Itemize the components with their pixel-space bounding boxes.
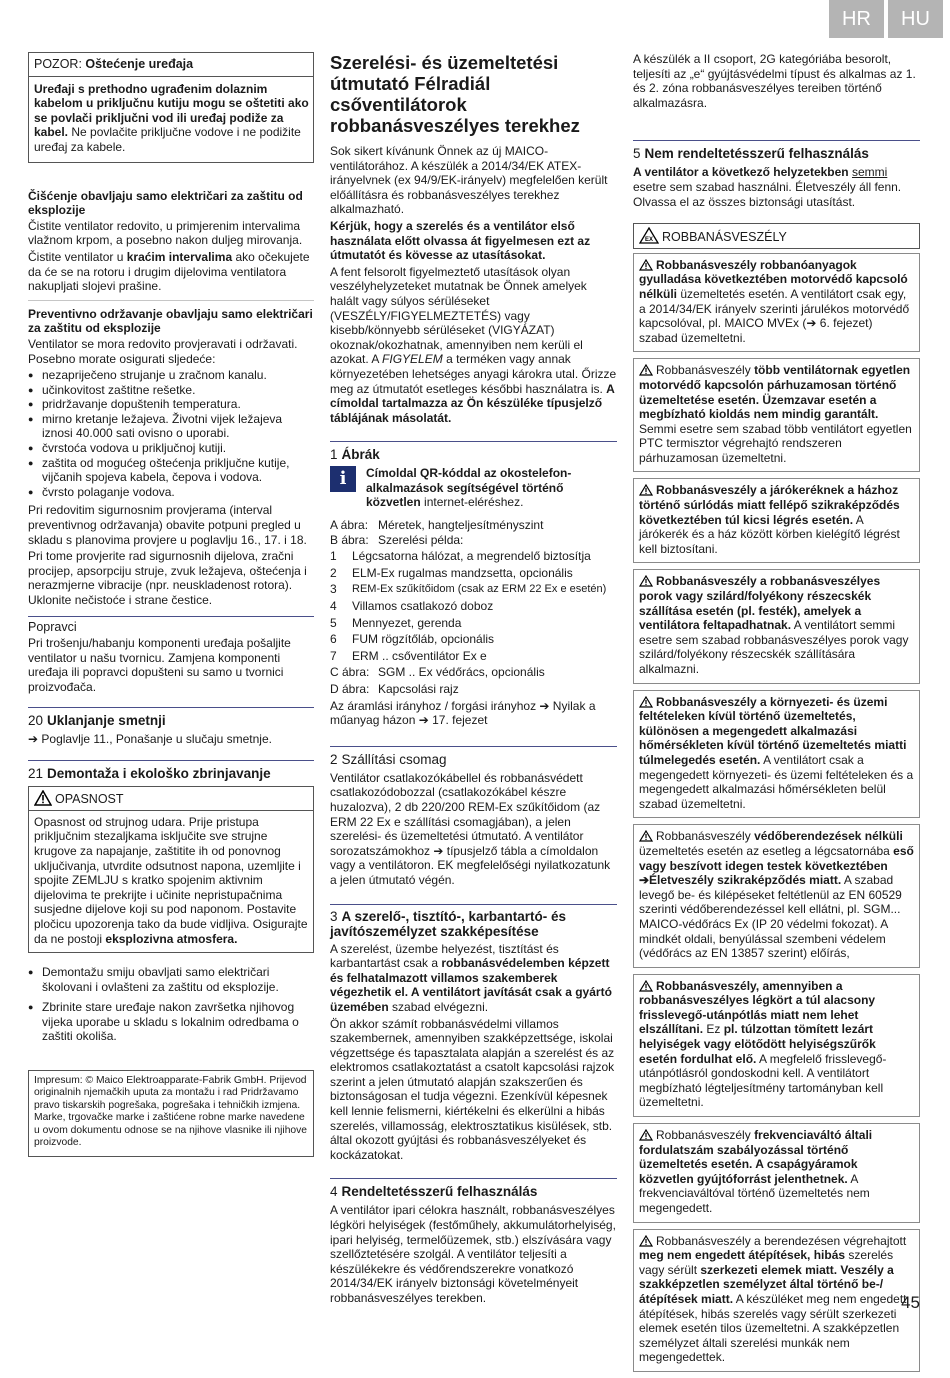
disposal-list — [28, 965, 314, 1044]
section-3-text-1: A szerelést, üzembe helyezést, tisztítást és karbantartást csak a robbanásvédelemben képzett és felhatalmazott villamos szakemberek végezhetik el. A ventilátort javítását csak a gyártó üzemében szabad elvégezni. — [330, 941, 612, 1014]
repairs-text: Pri trošenju/habanju komponenti uređaja pošaljite ventilator u našu tvornicu. Zamjena komponenti uređaja ili popravci dopušteni su samo u tvornici proizvođača. — [28, 636, 291, 694]
intro-text-2: Kérjük, hogy a szerelés és a ventilátor első használata előtt olvassa át figyelmesen ezt az útmutatót és kövesse az utasításokat. — [330, 218, 591, 263]
document-title: Szerelési- és üzemeltetési útmutató Félradiál csőventilátorok robbanásveszélyes terekhez — [330, 52, 580, 136]
warning-triangle-icon — [639, 696, 653, 708]
caution-text: Uređaji s prethodno ugrađenim dolaznim kabelom u priključnu kutiju mogu se oštetiti ako se povlači priključni vod ili uređaj podiže za kabel. Ne povlačite priključne vodove i ne podižite uređaj za kabele. — [34, 81, 309, 154]
legend-row: 4 Villamos csatlakozó doboz — [330, 599, 494, 614]
danger-box — [28, 786, 314, 953]
warning-text: Robbanásveszély a berendezésen végrehajtott meg nem engedett átépítések, hibás szerelés vagy sérült szerkezeti elemek miatt. Veszély a szakképzetlen személyzet által történő be-/átépítések miatt. A készüléket meg nem engedett átépítések, hibás szerelés vagy sérült szerkezeti elemek esetén tilos üzemeltetni. A szakképzetlen személyzet általi szerelési munkák nem megengedettek. — [639, 1233, 907, 1365]
warning-text: Robbanásveszély több ventilátornak egyetlen motorvédő kapcsolón párhuzamosan történő üzemeltetése esetén. Üzemzavar esetén a megbízható kioldás nem mindig garantált. Semmi esetre sem szabad több ventilátort egyetlen PTC termisztor végrehajtó rendszeren párhuzamosan üzemeltetni. — [639, 363, 912, 465]
section-1-heading: 1 Ábrák — [330, 447, 380, 463]
intro-text-1: Sok sikert kívánunk Önnek az új MAICO-ventilátorához. A készülék a 2014/34/EK ATEX-irányelvnek (ex 94/9/EK-irányelv) megfelelően került előállításra és robbanásveszélyes terekhez alkalmazható. — [330, 144, 608, 217]
explosion-heading: EX ROBBANÁSVESZÉLY — [634, 224, 919, 249]
section-20-heading: 20 Uklanjanje smetnji — [28, 712, 166, 728]
imprint-box — [28, 1070, 314, 1156]
list-item: ● Demontažu smiju obavljati samo električari školovani i ovlašteni za zaštitu od eksplozije. — [28, 965, 314, 994]
imprint-text: Impresum: © Maico Elektroapparate-Fabrik GmbH. Prijevod originalnih njemačkih uputa za montažu i rad Pridržavamo pravo tiskarskih pogrešaka, pogrešaka i tehničkih izmjena. Marke, trgovačke marke i zaštićene robne marke navedene u ovom dokumentu odnose se na njihove vlasnike ili njihove proizvode. — [34, 1075, 308, 1149]
repairs-heading: Popravci — [28, 619, 77, 634]
column-hu-2 — [633, 52, 920, 1378]
list-item: ● čvrstoća vodova u priključnoj kutiji. — [28, 441, 314, 456]
maintenance-list — [28, 368, 314, 499]
page-number: 45 — [901, 1293, 920, 1312]
info-note — [330, 466, 617, 512]
legend-row: 6 FUM rögzítőláb, opcionális — [330, 632, 495, 647]
column-hr — [28, 52, 314, 1157]
list-item: ● pridržavanje dopuštenih temperatura. — [28, 397, 314, 412]
list-item: ● čvrsto polaganje vodova. — [28, 485, 314, 500]
tab-hu: HU — [888, 0, 943, 38]
warning-triangle-icon — [639, 364, 653, 376]
danger-heading: OPASNOST — [29, 787, 313, 811]
warning-text: Robbanásveszély a robbanásveszélyes porok vagy szilárd/folyékony részecskék szállítása esetén (pl. festék), amelyek a ventilátora feltapadhatnak. A ventilátort semmi esetre sem szabad robbanásveszélyes porok vagy szilárd/folyékony részecskék szállítására alkalmazni. — [639, 574, 909, 676]
warning-text: Robbanásveszély robbanóanyagok gyulladása következtében motorvédő kapcsoló nélküli üzemeltetés esetén. A ventilátort csak egy, a 2014/34/EK irányelv szerinti járulékos motorvédő kapcsolóval, pl. MAICO MVEx (➔ 6. fejezet) szabad üzemeltetni. — [639, 257, 910, 345]
warning-text: Robbanásveszély a járókeréknek a házhoz történő súrlódás miatt fellépő szikraképződés következtében túl kicsi légrés esetén. A járókerék és a ház között körben kielégítő légrést kell biztosítani. — [639, 483, 900, 556]
section-5-text: A ventilátor a következő helyzetekben semmi esetre sem szabad használni. Életveszély áll fenn. Olvassa el az összes biztonsági utasítást. — [633, 165, 902, 209]
legend-row: 3 REM-Ex szűkítőidom (csak az ERM 22 Ex e esetén) — [330, 582, 607, 597]
section-2-heading: 2 Szállítási csomag — [330, 751, 447, 767]
caution-heading: POZOR: Oštećenje uređaja — [29, 57, 313, 77]
flow-direction-text: Az áramlási irányhoz / forgási irányhoz ➔ Nyilak a műanyag házon ➔ 17. fejezet — [330, 698, 596, 728]
legend-row: 5 Mennyezet, gerenda — [330, 615, 462, 630]
figure-row: C ábra: SGM .. Ex védőrács, opcionális — [330, 665, 545, 680]
section-21-heading: 21 Demontaža i ekološko zbrinjavanje — [28, 766, 271, 782]
cleaning-text-2: Čistite ventilator u kraćim intervalima ako očekujete da će se na rotoru i drugim dijelovima ventilatora nakupljati slojevi prašine. — [28, 249, 310, 294]
warning-triangle-icon — [639, 484, 653, 496]
list-item: ● zaštita od mogućeg oštećenja priključne kutije, vijčanih spojeva kabela, čepova i vodova. — [28, 456, 314, 485]
warning-parallel-operation — [633, 358, 920, 472]
list-item: ● učinkovitost zaštitne rešetke. — [28, 383, 314, 398]
maintenance-text-3: Pri tome provjerite rad sigurnosnih dijelova, zračni procijep, apsorpciju struje, zvuk ležajeva, oštećenja i nerazmjerne vibracije (npr. neuskladenost rotora). Uklonite nečistoće i strane čestice. — [28, 549, 307, 607]
section-4-heading: 4 Rendeltetésszerű felhasználás — [330, 1184, 538, 1200]
legend-row: 7 ERM .. csőventilátor Ex e — [330, 648, 487, 663]
classification-text: A készülék a II csoport, 2G kategóriába besorolt, teljesíti az „e“ gyújtásvédelmi típust és alkalmas az 1. és 2. zóna robbanásveszélyes tereiben történő alkalmazásra. — [633, 52, 916, 110]
warning-frequency-converter — [633, 1123, 920, 1223]
warning-motor-protection — [633, 253, 920, 353]
section-3-text-2: Ön akkor számít robbanásvédelmi villamos szakembernek, amennyiben szakképzettsége, iskolai végzettsége és tapasztalata alapján a szerelést és az elektromos csatlakoztatást a csatolt kapcsolási rajzok szerint a jelen útmutató alapján szakszerűen és biztonságosan el tudja végezni. Ezenkívül képesnek kell lennie felismerni, kiértékelni és elkerülni a hibás szerelés, villamosság, elektrosztatikus kisülések, stb. által okozott gyújtási és robbanásveszélyeket és kockázatokat. — [330, 1016, 615, 1162]
svg-text:EX: EX — [644, 237, 654, 244]
warning-fresh-air — [633, 974, 920, 1117]
warning-triangle-icon — [639, 575, 653, 587]
warning-air-gap — [633, 478, 920, 563]
warning-modifications — [633, 1229, 920, 1372]
caution-box — [28, 52, 314, 163]
section-3-heading: 3 A szerelő-, tisztító-, karbantartó- és javítószemélyzet szakképesítése — [330, 908, 567, 939]
list-item: ● nezapriječeno strujanje u zračnom kanalu. — [28, 368, 314, 383]
warning-triangle-icon — [639, 980, 653, 992]
figure-row: A ábra: Méretek, hangteljesítményszint — [330, 518, 544, 533]
maintenance-text-1: Ventilator se mora redovito provjeravati i održavati. Posebno morate osigurati sljedeće: — [28, 336, 298, 366]
warning-triangle-icon — [639, 1129, 653, 1141]
section-4-text: A ventilátor ipari célokra használt, robbanásveszélyes légköri helyiségek (festőműhely, akkumulátorhelyiség, ipari helyiség, termelőüzemek, stb.) elszívására vagy szellőztetésére szolgál. A ventilátor teljesíti a készülékekre és védőrendszerekre vonatkozó 2014/34/EK irányelv biztonsági követelményeit robbanásveszélyes terekben. — [330, 1203, 616, 1305]
ex-warning-icon — [639, 227, 659, 244]
warning-text: Robbanásveszély a környezeti- és üzemi feltételeken kívül történő üzemeltetés, különösen a megengedett alkalmazási hőmérsékleten kívül történő üzemeltetés miatti túlmelegedés esetén. A ventilátort csak a megengedett környezeti- és üzemi feltételeken és a megengedett alkalmazási hőmérsékleten belül szabad üzemeltetni. — [639, 694, 914, 811]
warning-overheating — [633, 690, 920, 819]
warning-text: Robbanásveszély frekvenciaváltó általi fordulatszám szabályozással történő üzemeltetés esetén. A csapágyáramok közvetlen gyújtóforrást jelenthetnek. A frekvenciaváltóval történő üzemeltetés nem megengedett. — [639, 1128, 873, 1215]
list-item: ● mirno kretanje ležajeva. Životni vijek ležajeva iznosi 40.000 sati ovisno o uporabi. — [28, 412, 314, 441]
tab-hr: HR — [829, 0, 884, 38]
info-text: Címoldal QR-kóddal az okostelefon-alkalmazások segítségével történő közvetlen internet-eléréshez. — [366, 466, 572, 510]
warning-dust-particles — [633, 569, 920, 683]
warning-triangle-icon — [639, 259, 653, 271]
warning-text: Robbanásveszély védőberendezések nélküli üzemeltetés esetén az esetleg a légcsatornába eső vagy beszívott idegen testek következtében ➔Életveszély szikraképződés miatt. A szabad levegő be- és kilépéseket feltétlenül az EN 60529 szerinti védőberendezéssel kell ellátni, pl. SGM... MAICO-védőrács Ex (IP 20 védelmi fokozat). A mindkét oldali, benyúlással szembeni védelem (védőrács az EN 13857 szerint) előírás, — [639, 829, 914, 961]
figure-row: D ábra: Kapcsolási rajz — [330, 682, 459, 696]
intro-text-3: A fent felsorolt figyelmeztető utasítások olyan veszélyhelyzeteket mutatnak be Önnek amelyek halált vagy súlyos sérüléseket (VESZÉLY/FIGYELMEZTETÉS) vagy kisebb/könnyebb sérüléseket (VIGYÁZAT) okoznak/okozhatnak, amennyiben nem kerüli el azokat. A FIGYELEM a terméken vagy annak környezetében lehetséges anyagi károkra utal. Őrizze meg az útmutatót esetleges későbbi használatra is. A címoldal tartalmazza az Ön készüléke típusjelző táblájának másolatát. — [330, 264, 617, 425]
legend-row: 1 Légcsatorna hálózat, a megrendelő biztosítja — [330, 549, 591, 564]
section-5-heading: 5 Nem rendeltetésszerű felhasználás — [633, 146, 869, 162]
warning-triangle-icon — [639, 1235, 653, 1247]
maintenance-text-2: Pri redovitim sigurnosnim provjerama (interval preventivnog održavanja) obavite potpuni pregled u skladu s planovima provjere u poglavlju 16., 17. i 18. — [28, 503, 307, 547]
cleaning-heading: Čišćenje obavljaju samo električari za zaštitu od eksplozije — [28, 188, 303, 218]
info-icon: i — [330, 466, 356, 492]
list-item: ● Zbrinite stare uređaje nakon završetka njihovog vijeka uporabe u skladu s lokalnim odredbama o zaštiti okoliša. — [28, 1000, 314, 1044]
section-20-text: ➔ Poglavlje 11., Ponašanje u slučaju smetnje. — [28, 731, 272, 746]
maintenance-heading: Preventivno održavanje obavljaju samo električari za zaštitu od eksplozije — [28, 306, 313, 336]
danger-text: Opasnost od strujnog udara. Prije pristupa priključnim stezaljkama isključite sve strujne krugove za napajanje, zaštitite ih od ponovnog uključivanja, utvrdite odsutnost napona, uzemljite i spojite ZEMLJU s kratko spojenim aktivnim dijelovima te prekrijte i učinite nepristupačnima susjedne dijelove koji su pod naponom. Postavite pločicu upozorenja tako da bude vidljiva. Osigurajte da ne postoji eksplozivna atmosfera. — [34, 814, 308, 946]
cleaning-text-1: Čistite ventilator redovito, u primjerenim intervalima vlažnom krpom, a posebno nakon duljeg mirovanja. — [28, 218, 303, 248]
legend-row: 2 ELM-Ex rugalmas mandzsetta, opcionális — [330, 565, 573, 580]
warning-text: Robbanásveszély, amennyiben a robbanásveszélyes légkört a túl alacsony frisslevegő-utánpótlás miatt nem lehet elszállítani. Ez pl. túlzottan tömített lezárt helyiségek vagy elötődött helyiségszűrők esetén fordulhat elő. A megfelelő frisslevegő-utánpótlásról gondoskodni kell. A ventilátort megbízható légteljesítmény tartományban kell üzemeltetni. — [639, 978, 887, 1110]
section-2-text: Ventilátor csatlakozókábellel és robbanásvédett csatlakozódobozzal (csatlakozókábel készre huzalozva), 2 db 220/200 REM-Ex szűkítőidom (az ERM 22 Ex e szállítási csomagjában), a jelen szerelési- és üzemeltetési útmutató. A ventilátor sorozatszámokhoz ➔ típusjelző tábla a címoldalon vagy a ventilátoron. EK megfelelőségi nyilatkozatunk a jelen útmutató végén. — [330, 770, 611, 887]
figure-row: B ábra: Szerelési példa: — [330, 532, 464, 547]
warning-triangle-icon — [639, 830, 653, 842]
explosion-warning-box — [633, 223, 920, 249]
column-hu-1 — [330, 52, 617, 1308]
warning-triangle-icon — [34, 790, 52, 806]
warning-protective-devices — [633, 824, 920, 967]
